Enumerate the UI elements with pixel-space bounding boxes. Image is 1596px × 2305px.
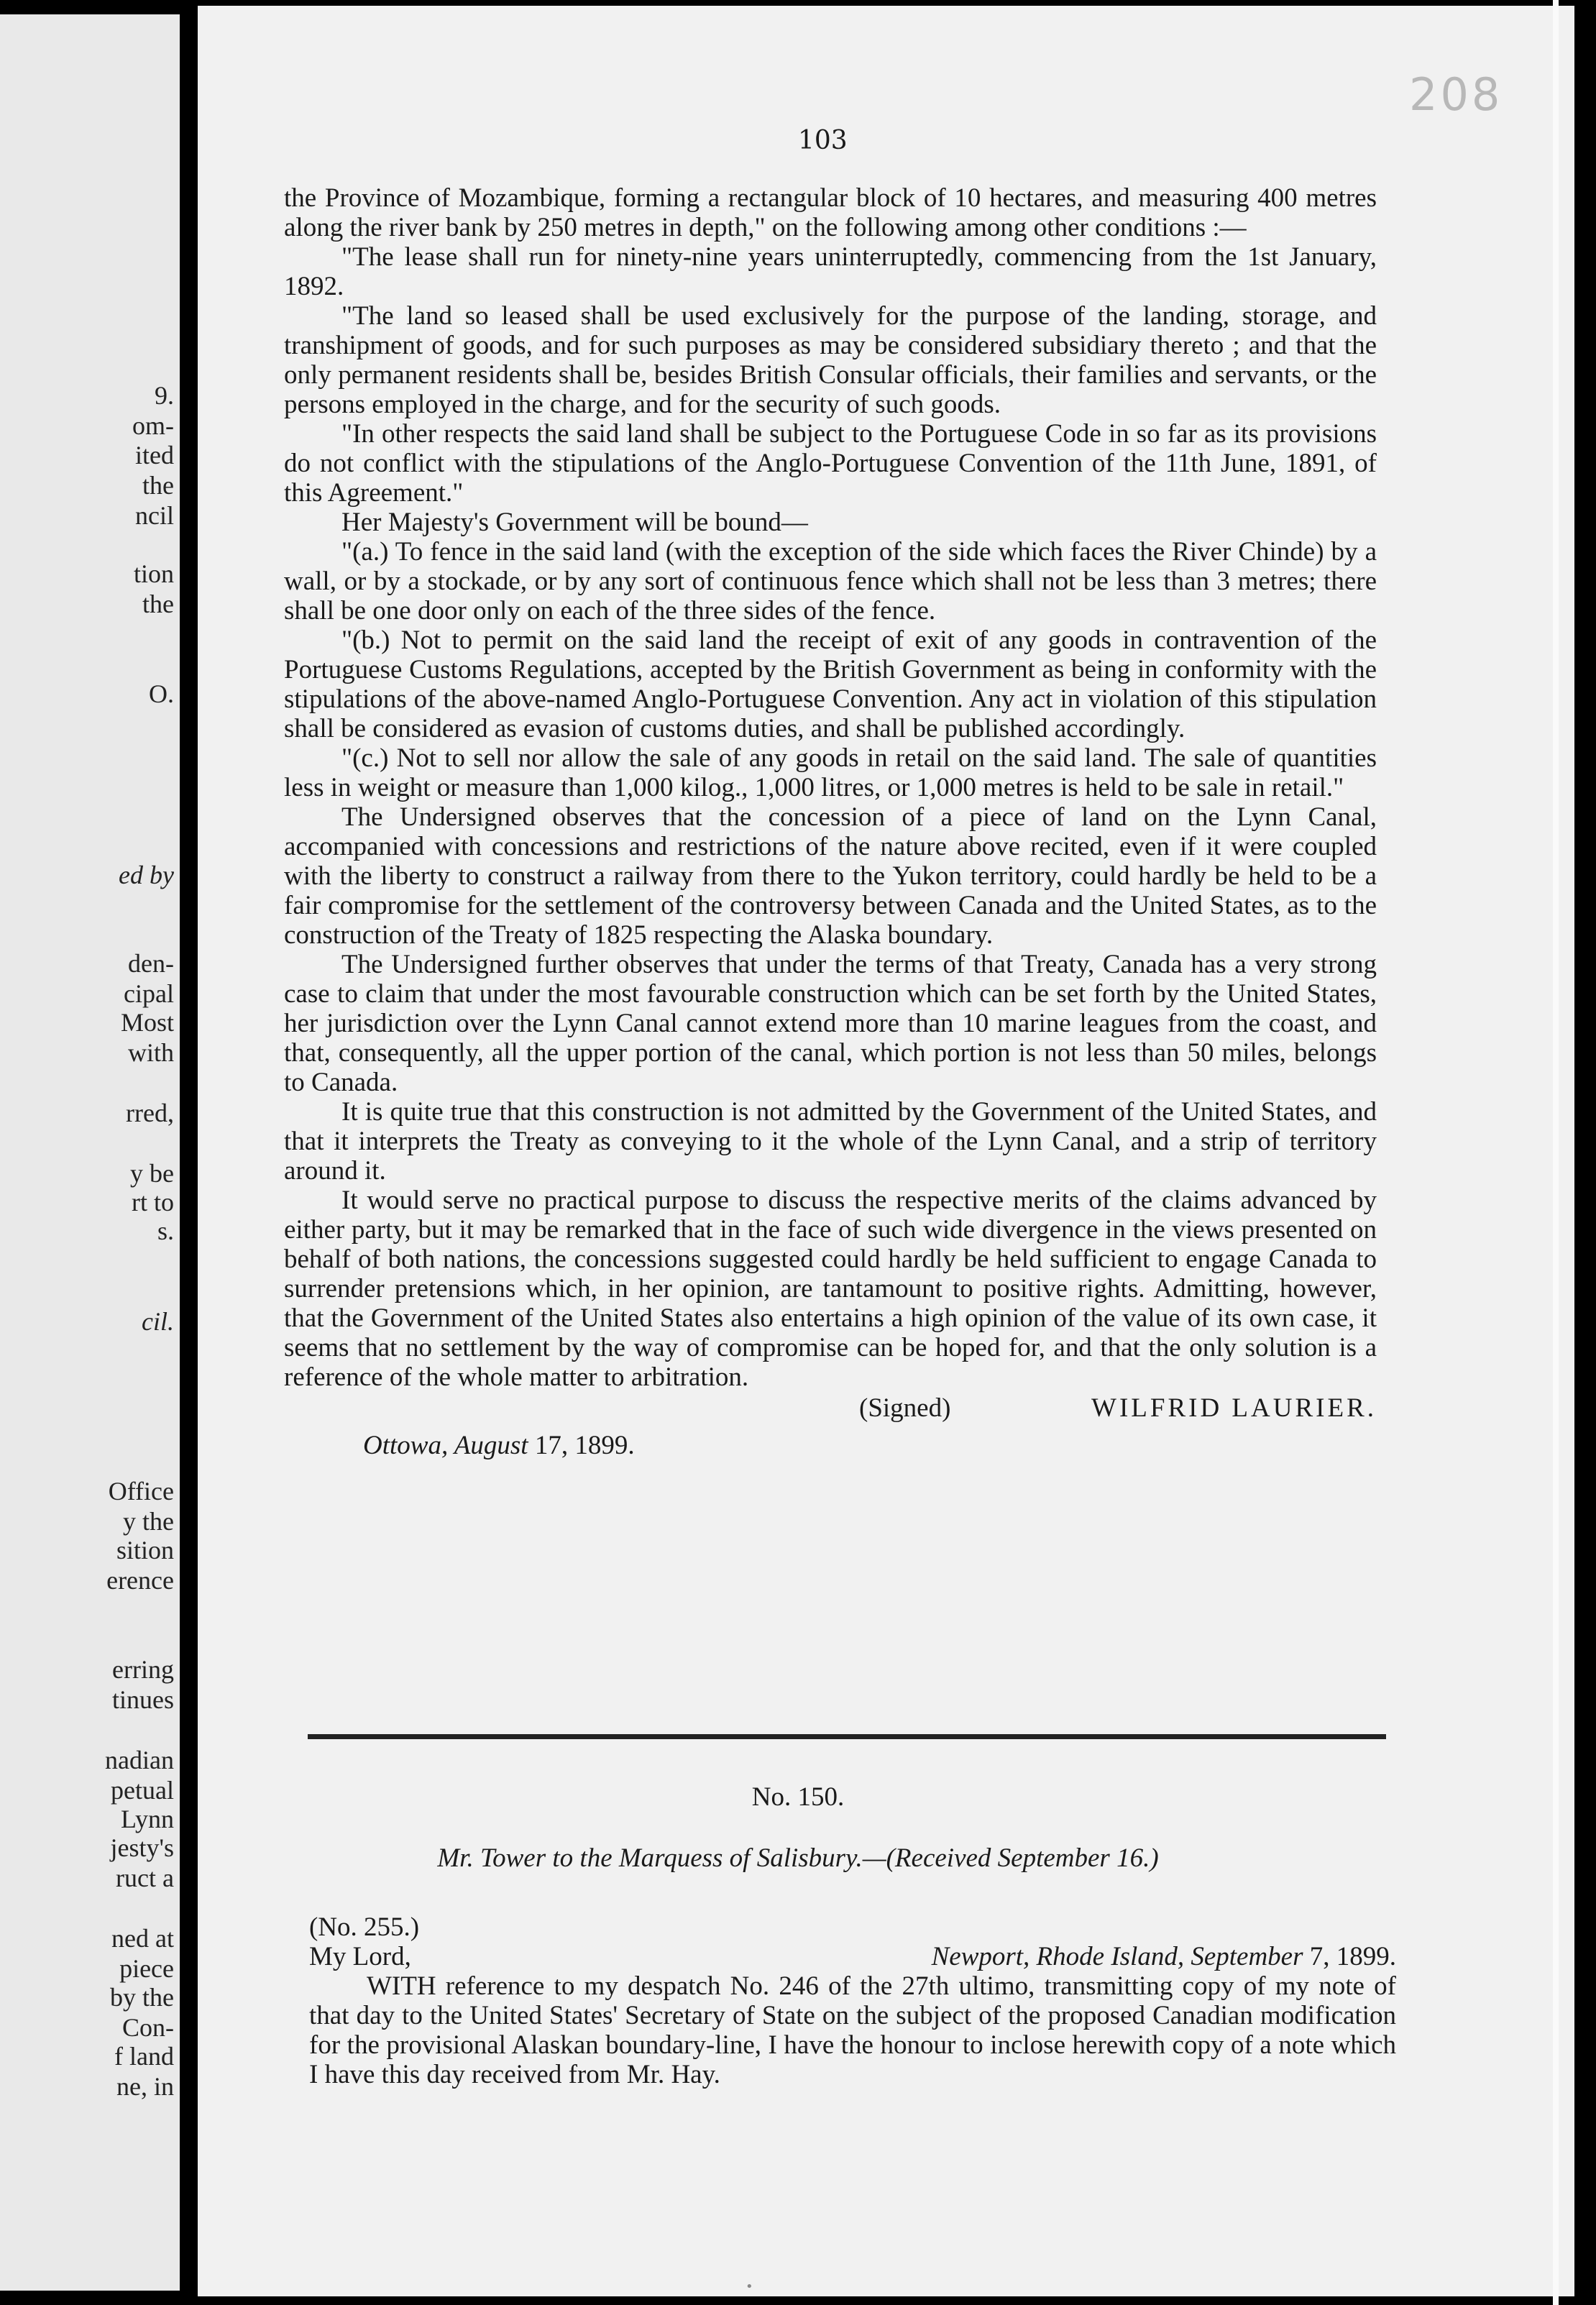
document-heading	[0, 1843, 1596, 1874]
left-page-fragment: by the	[110, 1983, 174, 2012]
signature-line	[284, 1393, 1377, 1424]
signed-label: (Signed)	[859, 1393, 951, 1423]
left-page-fragment: cipal	[124, 979, 174, 1008]
body-paragraph: the Province of Mozambique, forming a rectangular block of 10 hectares, and measuring 400 metres along the river bank by 250 metres in depth," on the following among other conditions :—	[284, 183, 1377, 242]
left-page-fragment: y be	[130, 1159, 174, 1188]
left-page-fragment: ited	[135, 441, 174, 469]
adjacent-left-page	[0, 14, 180, 2291]
left-page-fragment: Con-	[122, 2013, 174, 2042]
salutation-row	[309, 1942, 1396, 1971]
left-page-fragment: erring	[112, 1655, 174, 1684]
body-paragraph: "(c.) Not to sell nor allow the sale of any goods in retail on the said land. The sale of quantities less in weight or measure than 1,000 kilog., 1,000 litres, or 1,000 metres is held to be sale in retail."	[284, 743, 1377, 802]
left-page-fragment: Lynn	[120, 1805, 174, 1833]
left-page-fragment: om-	[132, 411, 174, 440]
body-paragraph: "In other respects the said land shall be subject to the Portuguese Code in so far as its provisions do not conflict with the stipulations of the Anglo-Portuguese Convention of the 11th June, 1891, of this Agreement."	[284, 419, 1377, 508]
body-paragraph: "The lease shall run for ninety-nine years uninterruptedly, commencing from the 1st January, 1892.	[284, 242, 1377, 301]
dateline-date: 17, 1899.	[534, 1431, 635, 1460]
letter	[309, 1912, 1396, 2089]
body-paragraph: The Undersigned observes that the concession of a piece of land on the Lynn Canal, accompanied with concessions and restrictions of the nature above recited, even if it were coupled with the liberty to construct a railway from there to the Yukon territory, could hardly be held to be a fair compromise for the settlement of the controversy between Canada and the United States, as to the construction of the Treaty of 1825 respecting the Alaska boundary.	[284, 802, 1377, 950]
letter-date: 7, 1899.	[1309, 1942, 1396, 1971]
signature: WILFRID LAURIER.	[1091, 1393, 1377, 1423]
left-page-fragment: the	[142, 590, 174, 618]
left-page-fragment: sition	[116, 1536, 174, 1564]
body-paragraphs	[284, 183, 1377, 1392]
left-page-fragment: s.	[157, 1216, 174, 1245]
section-divider	[308, 1734, 1386, 1739]
body-paragraph: The Undersigned further observes that under the terms of that Treaty, Canada has a very strong case to claim that under the most favourable construction which can be set forth by the United States, her jurisdiction over the Lynn Canal cannot extend more than 10 marine leagues from the coast, and that, consequently, all the upper portion of the canal, which portion is not less than 50 miles, belongs to Canada.	[284, 950, 1377, 1097]
dateline-place: Ottowa, August	[363, 1431, 528, 1460]
left-page-fragment: f land	[114, 2042, 174, 2071]
left-page-fragment: tinues	[112, 1685, 174, 1714]
left-page-fragment: jesty's	[110, 1833, 174, 1862]
left-page-fragment: ned at	[111, 1924, 174, 1953]
left-page-fragment: tion	[133, 559, 174, 588]
document-number	[0, 1782, 1596, 1813]
left-page-fragment: with	[127, 1038, 174, 1067]
left-page-fragment: ruct a	[116, 1864, 174, 1892]
left-page-fragment: ncil	[135, 501, 174, 530]
left-page-fragment: erence	[106, 1566, 174, 1595]
left-page-fragment: rt to	[132, 1188, 174, 1216]
handwritten-page-mark: 208	[1409, 68, 1503, 121]
body-paragraph: "The land so leased shall be used exclusively for the purpose of the landing, storage, and transhipment of goods, and for such purposes as may be considered subsidiary thereto ; and that the only permanent residents shall be, besides British Consular officials, their families and servants, or the persons employed in the charge, and for the security of such goods.	[284, 301, 1377, 419]
despatch-number: (No. 255.)	[309, 1912, 420, 1942]
left-page-fragment: den-	[128, 949, 174, 978]
left-page-fragment: the	[142, 471, 174, 500]
body-paragraph: "(b.) Not to permit on the said land the receipt of exit of any goods in contravention of the Portuguese Customs Regulations, accepted by the British Government as being in conformity with the stipulations of the above-named Anglo-Portuguese Convention. Any act in violation of this stipulation shall be considered as evasion of customs duties, and shall be published accordingly.	[284, 625, 1377, 743]
letter-body: WITH reference to my despatch No. 246 of the 27th ultimo, transmitting copy of my note of that day to the United States' Secretary of State on the subject of the proposed Canadian modification for the provisional Alaskan boundary-line, I have the honour to inclose herewith copy of a note which I have this day received from Mr. Hay.	[309, 1971, 1396, 2089]
page-edge	[1553, 0, 1559, 2305]
left-page-fragment: nadian	[105, 1746, 174, 1774]
body-paragraph: It would serve no practical purpose to discuss the respective merits of the claims advanced by either party, but it may be remarked that in the face of such wide divergence in the views presented on behalf of both nations, the concessions suggested could hardly be held sufficient to engage Canada to surrender pretensions which, in her opinion, are tantamount to positive rights. Admitting, however, that the Government of the United States also entertains a high opinion of the value of its own case, it seems that no settlement by the way of compromise can be hoped for, and that the only solution is a reference of the whole matter to arbitration.	[284, 1186, 1377, 1392]
left-page-fragment: piece	[119, 1954, 174, 1983]
page-number: 103	[798, 126, 848, 155]
letter-dateline	[932, 1942, 1396, 1971]
left-page-fragment: petual	[111, 1776, 174, 1805]
body-paragraph: Her Majesty's Government will be bound—	[341, 508, 808, 537]
letter-place: Newport, Rhode Island, September	[931, 1942, 1303, 1971]
left-page-fragment: Most	[120, 1008, 174, 1037]
left-page-fragment: 9.	[155, 381, 174, 410]
body-text	[284, 183, 1377, 1460]
document-number-text: No. 150.	[751, 1782, 845, 1812]
body-paragraph: "(a.) To fence in the said land (with the exception of the side which faces the River Chinde) by a wall, or by a stockade, or by any sort of continuous fence which shall not be less than 3 metres; there shall be one door only on each of the three sides of the fence.	[284, 537, 1377, 625]
left-page-fragment: rred,	[126, 1099, 174, 1127]
body-paragraph: It is quite true that this construction is not admitted by the Government of the United States, and that it interprets the Treaty as conveying to it the whole of the Lynn Canal, and a strip of territory around it.	[284, 1097, 1377, 1186]
left-page-fragment: O.	[149, 679, 174, 708]
left-page-fragment: y the	[123, 1507, 174, 1536]
salutation: My Lord,	[309, 1942, 411, 1971]
left-page-fragment: Office	[108, 1477, 174, 1506]
dateline	[284, 1431, 1377, 1460]
document-heading-text: Mr. Tower to the Marquess of Salisbury.—(Received September 16.)	[437, 1843, 1159, 1873]
bottom-speck: •	[746, 2279, 753, 2294]
left-page-fragment: ed by	[119, 861, 174, 889]
left-page-fragment: cil.	[142, 1307, 174, 1336]
left-page-fragment: ne, in	[116, 2072, 174, 2101]
